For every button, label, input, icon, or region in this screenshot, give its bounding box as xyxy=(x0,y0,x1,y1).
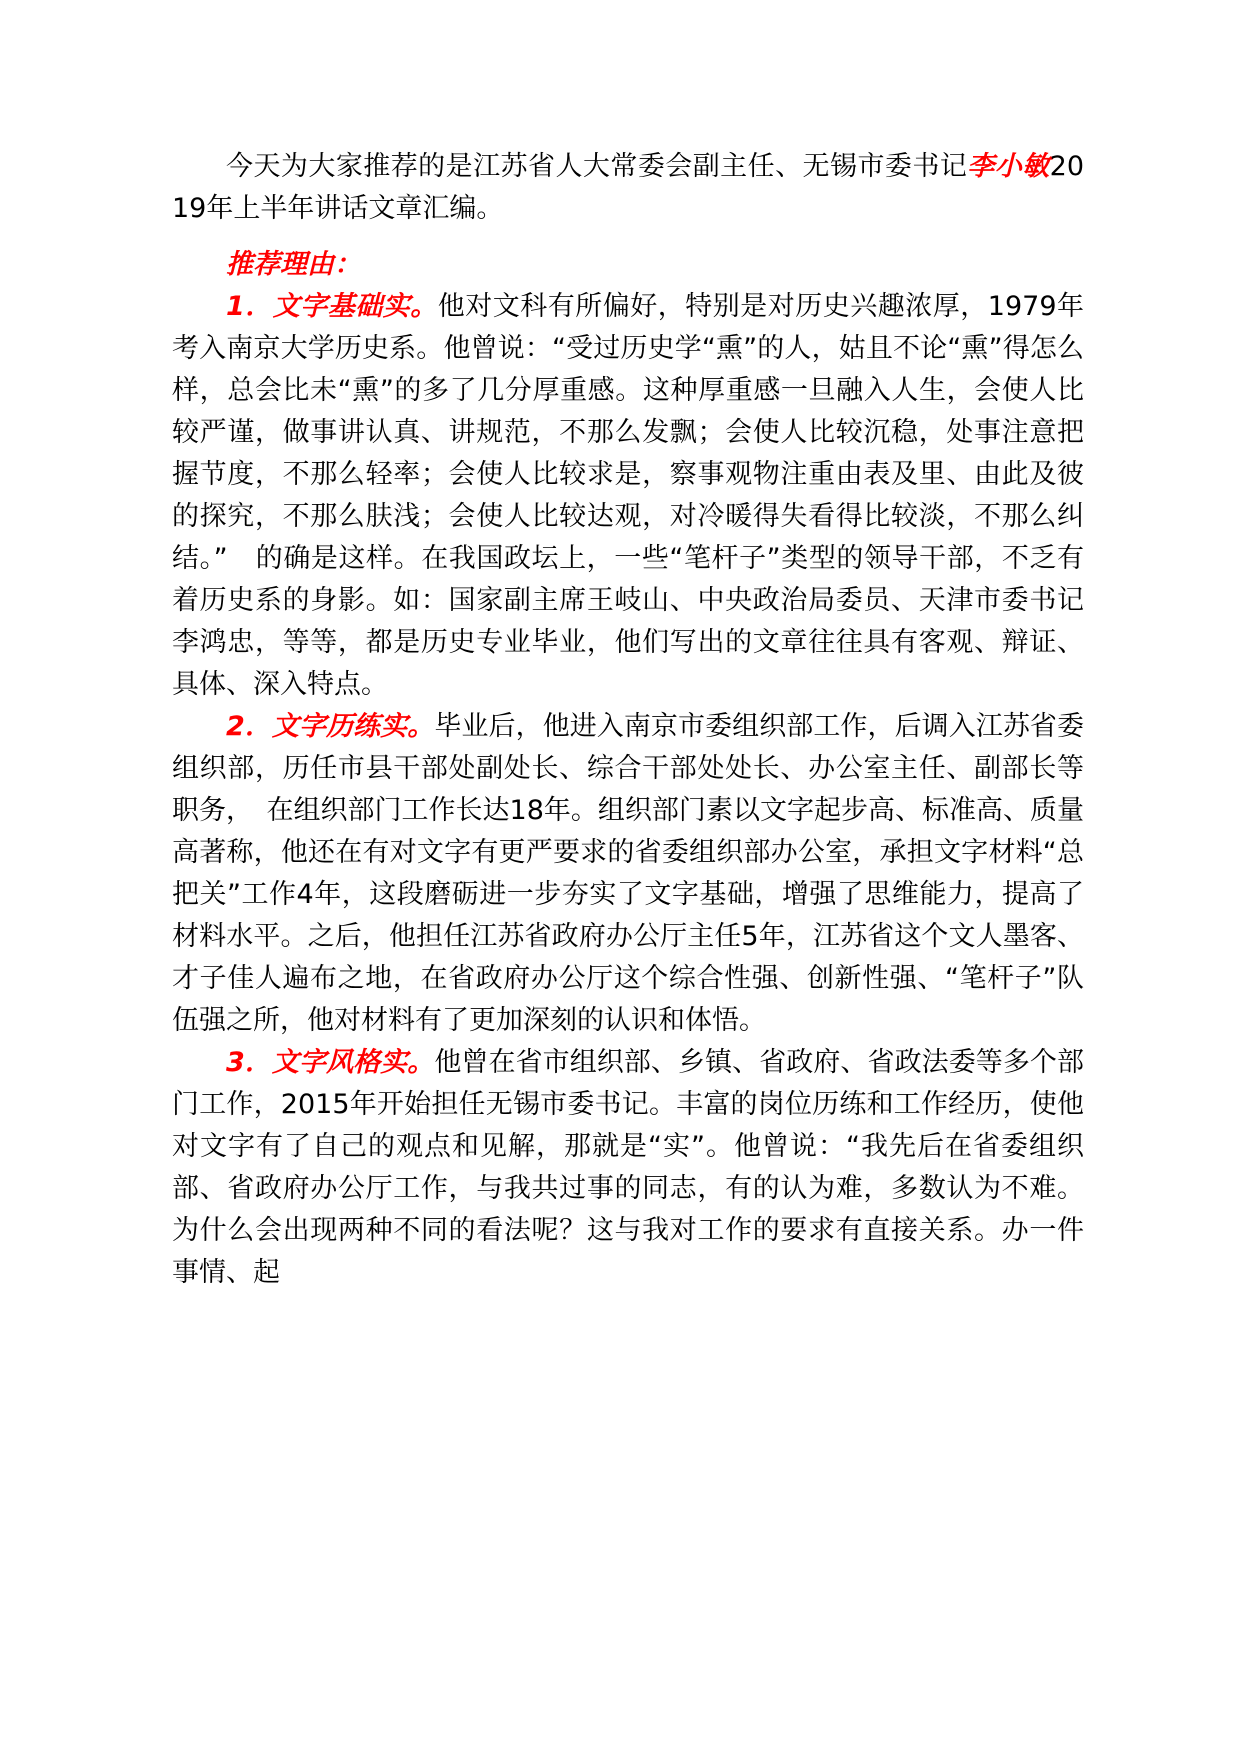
intro-text-after: 2019年上半年讲话文章汇编。 xyxy=(172,151,1085,224)
reason-body-1: 他对文科有所偏好，特别是对历史兴趣浓厚，1979年考入南京大学历史系。他曾说：“受过历史学“熏”的人，姑且不论“熏”得怎么样，总会比未“熏”的多了几分厚重感。这种厚重感一旦融入人生，会使人比较严谨，做事讲认真、讲规范，不那么发飘；会使人比较沉稳，处事注意把握节度，不那么轻率；会使人比较求是，察事观物注重由表及里、由此及彼的探究，不那么肤浅；会使人比较达观，对冷暖得失看得比较淡，不那么纠结。” 的确是这样。在我国政坛上，一些“笔杆子”类型的领导干部，不乏有着历史系的身影。如：国家副主席王岐山、中央政治局委员、天津市委书记李鸿忠，等等，都是历史专业毕业，他们写出的文章往往具有客观、辩证、具体、深入特点。 xyxy=(172,291,1084,700)
reason-title-2: 2．文字历练实。 xyxy=(226,711,435,742)
reasons-heading-text: 推荐理由： xyxy=(226,249,361,280)
document-body xyxy=(172,146,1084,1294)
highlighted-name: 李小敏 xyxy=(967,151,1050,182)
reason-body-3: 他曾在省市组织部、乡镇、省政府、省政法委等多个部门工作，2015年开始担任无锡市委书记。丰富的岗位历练和工作经历，使他对文字有了自己的观点和见解，那就是“实”。他曾说：“我先后在省委组织部、省政府办公厅工作，与我共过事的同志，有的认为难，多数认为不难。为什么会出现两种不同的看法呢？这与我对工作的要求有直接关系。办一件事情、起 xyxy=(172,1047,1084,1288)
reason-title-3: 3．文字风格实。 xyxy=(226,1047,435,1078)
reason-paragraph-1 xyxy=(172,286,1084,706)
reason-paragraph-2 xyxy=(172,706,1084,1042)
intro-text-before: 今天为大家推荐的是江苏省人大常委会副主任、无锡市委书记 xyxy=(226,151,968,182)
reason-title-1: 1．文字基础实。 xyxy=(226,291,438,322)
reason-body-2: 毕业后，他进入南京市委组织部工作，后调入江苏省委组织部，历任市县干部处副处长、综合干部处处长、办公室主任、副部长等职务， 在组织部门工作长达18年。组织部门素以文字起步高、标准高、质量高著称，他还在有对文字有更严要求的省委组织部办公室，承担文字材料“总把关”工作4年，这段磨砺进一步夯实了文字基础，增强了思维能力，提高了材料水平。之后，他担任江苏省政府办公厅主任5年，江苏省这个文人墨客、才子佳人遍布之地，在省政府办公厅这个综合性强、创新性强、“笔杆子”队伍强之所，他对材料有了更加深刻的认识和体悟。 xyxy=(172,711,1084,1036)
reasons-heading xyxy=(172,244,1084,286)
intro-paragraph xyxy=(172,146,1084,230)
reason-paragraph-3 xyxy=(172,1042,1084,1294)
